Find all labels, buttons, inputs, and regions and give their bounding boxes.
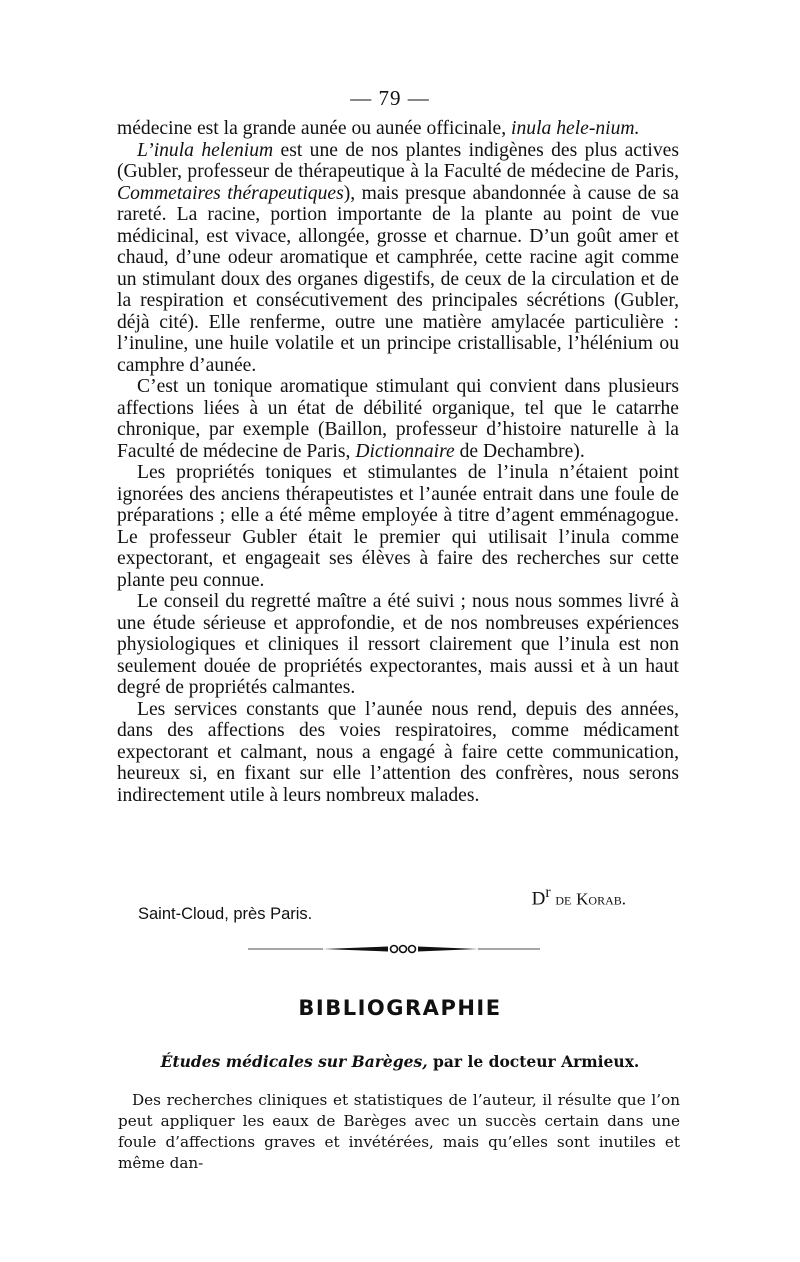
signature-prefix: de <box>555 889 572 909</box>
section-heading: BIBLIOGRAPHIE <box>298 996 502 1020</box>
ornamental-rule <box>248 943 540 955</box>
paragraph-4: Les propriétés toniques et stimulantes de l’inula n’étaient point ignorées des anciens thérapeutistes et l’aunée entrait dans une foule de préparations ; elle a été même employée à titre d’agent emménagogue. Le professeur Gubler était le premier qui utilisait l’inula comme expectorant, et engageait ses élèves à faire des recherches sur cette plante peu connue. <box>117 462 679 591</box>
review-author: par le docteur Armieux. <box>427 1052 640 1071</box>
paragraph-3-text-a: C’est un tonique aromatique stimulant qui convient dans plusieurs affections liées à un état de débilité organique, tel que le catarrhe chronique, par exemple (Baillon, professeur d’histoire naturelle à la Faculté de médecine de Paris, <box>117 376 679 462</box>
review-body: Des recherches cliniques et statistiques de l’auteur, il résulte que l’on peut appliquer les eaux de Barèges avec un succès certain dans une foule d’affections graves et invétérées, mais qu’elles sont inutiles et même dan- <box>118 1091 680 1172</box>
author-signature <box>0 884 626 910</box>
paragraph-2-latin-name: L’inula helenium <box>137 139 274 161</box>
paragraph-1 <box>117 118 679 140</box>
paragraph-2-text-b: ), mais presque abandonnée à cause de sa rareté. La racine, portion importante de la plante au point de vue médicinal, est vivace, allongée, grosse et charnue. D’un goût amer et chaud, d’une odeur aromatique et camphrée, cette racine agit comme un stimulant doux des organes digestifs, de ceux de la circulation et de la respiration et consécutivement des principales sécrétions (Gubler, déjà cité). Elle renferme, outre une matière amylacée particulière : l’inuline, une huile volatile et un principe cristallisable, l’hélénium ou camphre d’aunée. <box>117 182 679 376</box>
review-title <box>0 1052 800 1071</box>
paragraph-1-latin-name: inula hele-nium. <box>511 118 640 139</box>
paragraph-3 <box>117 376 679 462</box>
paragraph-6: Les services constants que l’aunée nous rend, depuis des années, dans des affections des voies respiratoires, comme médicament expectorant et calmant, nous a engagé à faire cette communication, heureux si, en fixant sur elle l’attention des confrères, nous serons indirectement utile à leurs nombreux malades. <box>117 698 679 806</box>
paragraph-5: Le conseil du regretté maître a été suivi ; nous nous sommes livré à une étude sérieuse et approfondie, et de nos nombreuses expériences physiologiques et cliniques il ressort clairement que l’inula est non seulement douée de propriétés expectorantes, mais aussi et à un haut degré de propriétés calmantes. <box>117 591 679 698</box>
place-line: Saint-Cloud, près Paris. <box>138 905 313 923</box>
signature-title-sup: r <box>545 884 551 901</box>
main-text <box>117 118 679 806</box>
signature-title: D <box>531 888 546 910</box>
page-number: — 79 — <box>350 86 430 110</box>
paragraph-2 <box>117 140 679 377</box>
paragraph-3-book-title: Dictionnaire <box>355 440 455 462</box>
paragraph-3-text-b: de Dechambre). <box>454 440 585 462</box>
signature-name: Korab. <box>576 889 626 909</box>
paragraph-1-text: médecine est la grande aunée ou aunée officinale, <box>117 118 512 139</box>
paragraph-2-book-title: Commetaires thérapeutiques <box>117 182 344 204</box>
review-book-title: Études médicales sur Barèges, <box>160 1052 428 1071</box>
paragraph-2-text-a: est une de nos plantes indigènes des plus actives (Gubler, professeur de thérapeutique à la Faculté de médecine de Paris, <box>117 139 679 182</box>
